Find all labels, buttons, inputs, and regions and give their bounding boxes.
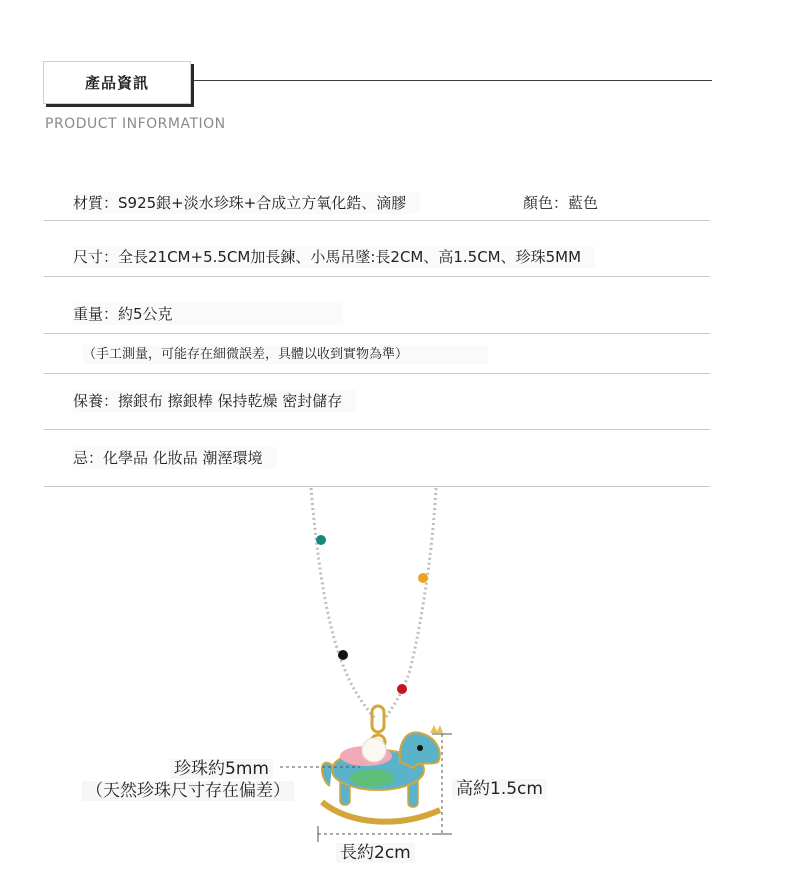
section-subtitle: PRODUCT INFORMATION: [45, 116, 226, 132]
size-row: [73, 246, 595, 267]
material-row: [73, 192, 420, 213]
section-title-text: 產品資訊: [84, 74, 149, 92]
divider: [44, 220, 710, 221]
avoid-text: 忌：化學品 化妝品 潮溼環境: [73, 447, 277, 469]
care-row: [73, 390, 356, 411]
color-row: [523, 192, 598, 213]
weight-text: 重量：約5公克: [73, 303, 343, 325]
bead-black: [338, 650, 348, 660]
weight-note-row: [83, 343, 488, 362]
saddle-green: [350, 769, 394, 787]
material-text: 材質：S925銀+淡水珍珠+合成立方氧化鋯、滴膠: [73, 192, 420, 214]
rocker: [322, 802, 440, 822]
horse-crown: [430, 725, 443, 733]
divider: [44, 333, 710, 334]
horse-eye: [417, 745, 423, 751]
chain-right: [384, 488, 436, 720]
horse-tail: [322, 763, 332, 786]
bail: [372, 706, 384, 732]
bead-red: [397, 684, 407, 694]
chain-left: [311, 488, 376, 720]
product-image: [0, 480, 800, 876]
necklace-illustration: [0, 480, 800, 876]
pearl-label-text: 珍珠約5mm: [170, 759, 273, 779]
avoid-row: [73, 447, 277, 468]
divider: [44, 276, 710, 277]
height-label-text: 高約1.5cm: [452, 779, 547, 799]
weight-row: [73, 303, 343, 324]
size-text: 尺寸：全長21CM+5.5CM加長鍊、小馬吊墜:長2CM、高1.5CM、珍珠5MM: [73, 246, 595, 268]
pearl: [362, 738, 386, 762]
length-label: [336, 838, 415, 863]
height-label: [452, 774, 547, 799]
pearl-note-text: （天然珍珠尺寸存在偏差）: [82, 781, 294, 801]
weight-note-text: （手工測量，可能存在細微誤差，具體以收到實物為準）: [83, 345, 488, 364]
divider: [44, 373, 710, 374]
length-label-text: 長約2cm: [336, 843, 415, 863]
bead-teal: [316, 535, 326, 545]
care-text: 保養：擦銀布 擦銀棒 保持乾燥 密封儲存: [73, 390, 356, 412]
divider: [44, 429, 710, 430]
pearl-note: [82, 776, 294, 801]
title-divider: [193, 80, 712, 81]
bead-orange: [418, 573, 428, 583]
color-text: 顏色：藍色: [523, 194, 599, 212]
section-title: [43, 61, 191, 104]
